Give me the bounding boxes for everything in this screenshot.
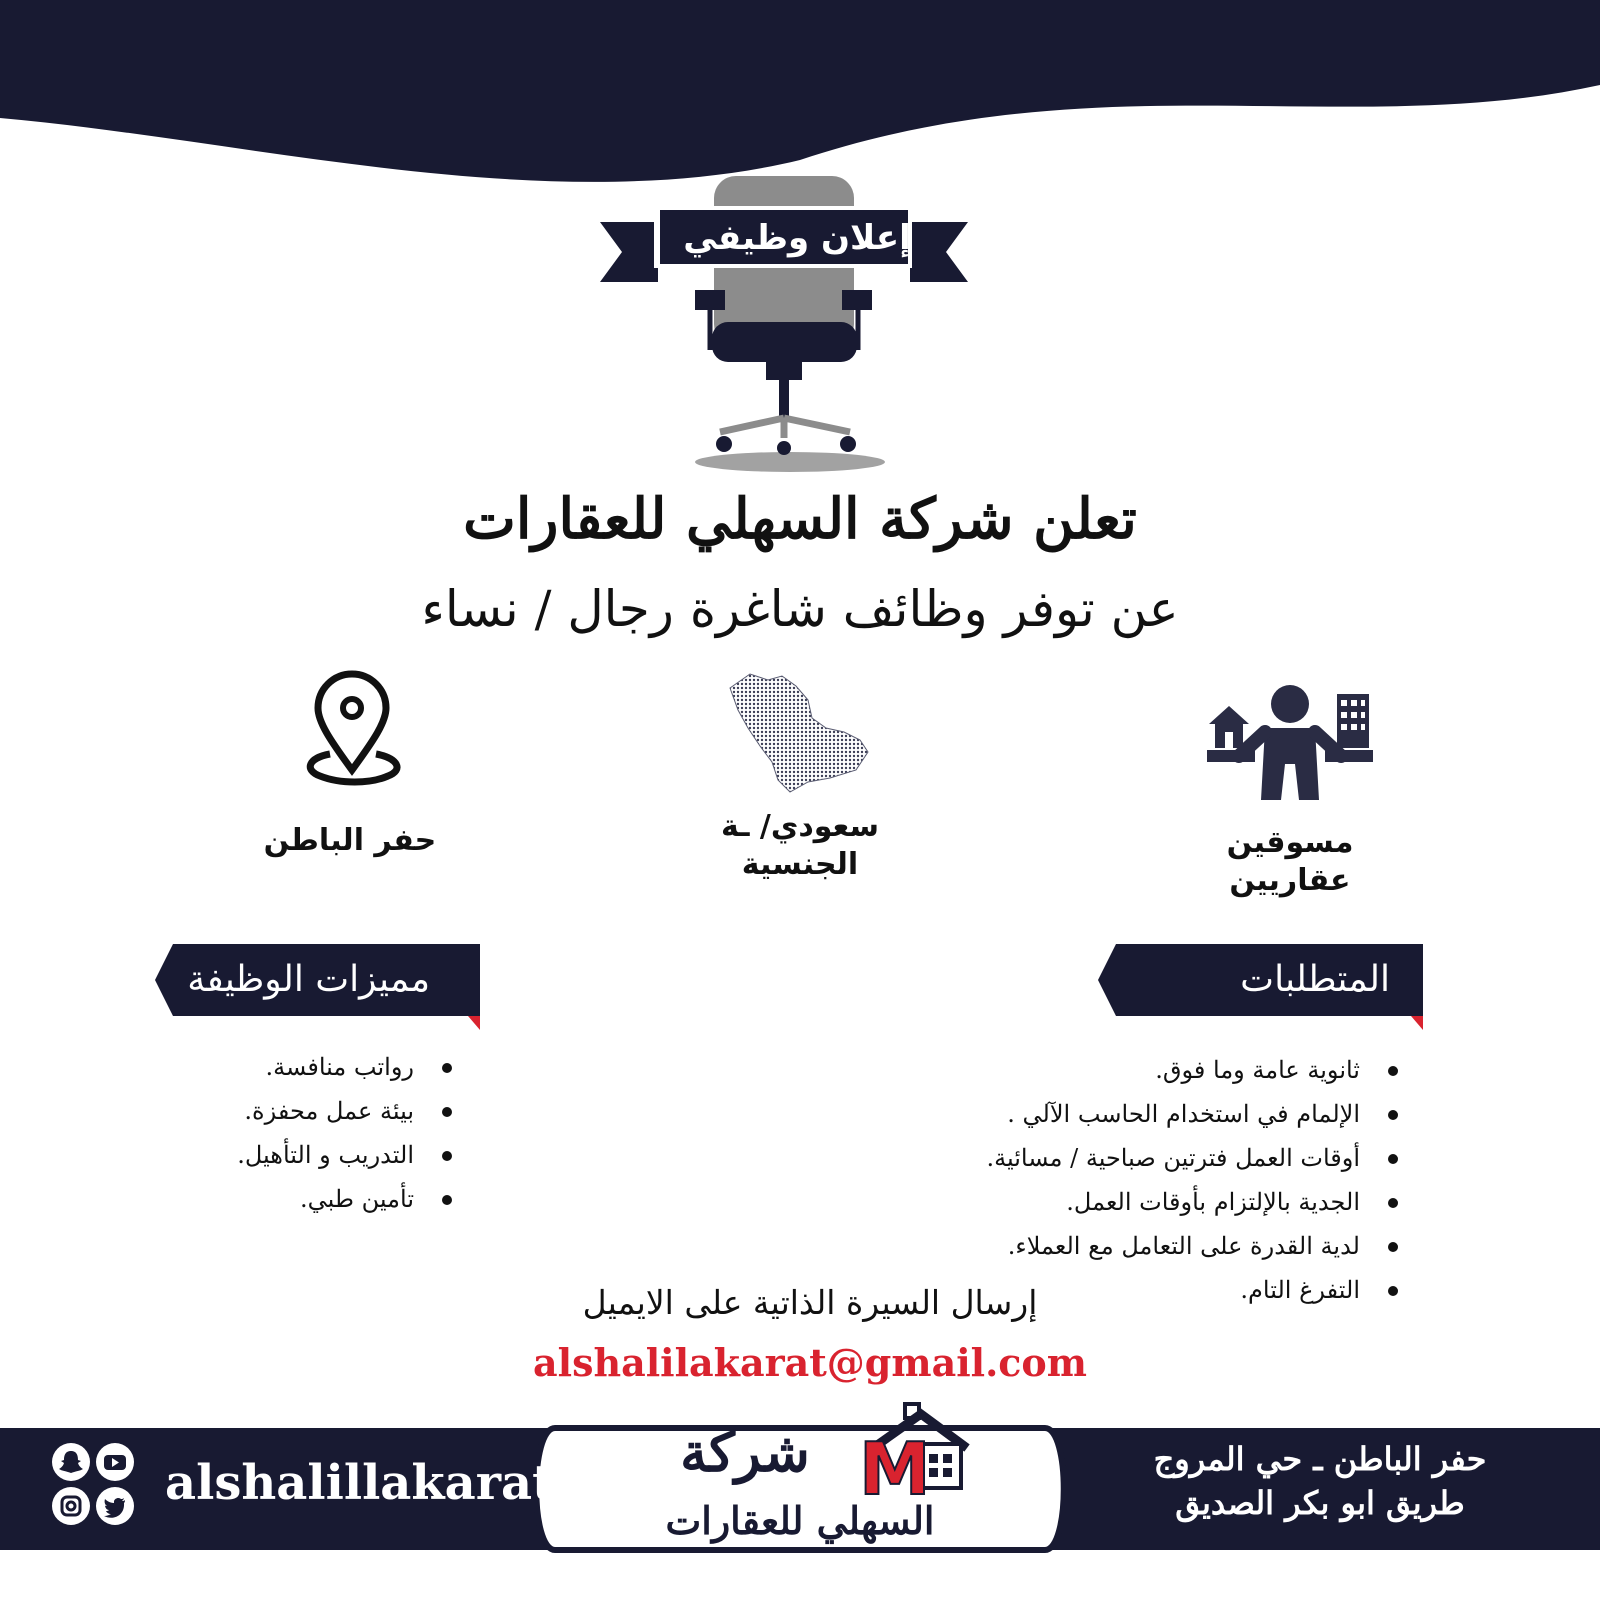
requirement-item: ثانوية عامة وما فوق. [987,1048,1399,1092]
benefits-list [237,1045,452,1221]
nationality-line-1: سعودي/ ـة [721,809,879,844]
feature-nationality-label [680,808,920,884]
logo-company-name: السهلي للعقارات [665,1498,935,1543]
logo-house-mark [855,1400,985,1500]
feature-role-label [1180,824,1400,900]
benefit-item: التدريب و التأهيل. [237,1133,452,1177]
contact-email-link[interactable]: alshalilakarat@gmail.com [533,1340,1087,1385]
requirements-list [987,1048,1399,1312]
location-pin-icon [300,670,410,790]
top-wave-decoration [0,0,1600,190]
requirement-item: الجدية بالإلتزام بأوقات العمل. [987,1180,1399,1224]
vacancies-subheadline: عن توفر وظائف شاغرة رجال / نساء [421,580,1179,638]
benefit-item: رواتب منافسة. [237,1045,452,1089]
social-handle[interactable]: alshalillakarat [165,1455,555,1511]
address-line-1: حفر الباطن ـ حي المروج [1153,1440,1487,1478]
benefit-item: بيئة عمل محفزة. [237,1089,452,1133]
requirement-item: لدية القدرة على التعامل مع العملاء. [987,1224,1399,1268]
address-line-2: طريق ابو بكر الصديق [1175,1484,1465,1522]
company-announcement-headline: تعلن شركة السهلي للعقارات [463,486,1137,552]
job-announcement-banner: إعلان وظيفي [683,218,911,258]
requirement-item: الإلمام في استخدام الحاسب الآلي . [987,1092,1399,1136]
twitter-icon[interactable] [96,1487,134,1525]
role-line-2: عقاريين [1229,863,1351,898]
youtube-icon[interactable] [96,1443,134,1481]
requirements-title: المتطلبات [1240,959,1390,1000]
logo-letter: M [859,1427,931,1500]
requirement-item: التفرغ التام. [987,1268,1399,1312]
logo-company-word: شركة [680,1420,810,1484]
send-cv-instruction: إرسال السيرة الذاتية على الايميل [582,1283,1038,1322]
requirement-item: أوقات العمل فترتين صباحية / مسائية. [987,1136,1399,1180]
nationality-line-2: الجنسية [741,847,859,882]
snapchat-icon[interactable] [52,1443,90,1481]
feature-location-label: حفر الباطن [263,823,437,858]
company-address [1120,1437,1520,1525]
real-estate-agent-icon [1205,682,1375,802]
role-line-1: مسوقين [1226,825,1354,860]
benefits-title: مميزات الوظيفة [187,959,430,1000]
benefit-item: تأمين طبي. [237,1177,452,1221]
instagram-icon[interactable] [52,1487,90,1525]
saudi-map-icon [720,670,880,795]
